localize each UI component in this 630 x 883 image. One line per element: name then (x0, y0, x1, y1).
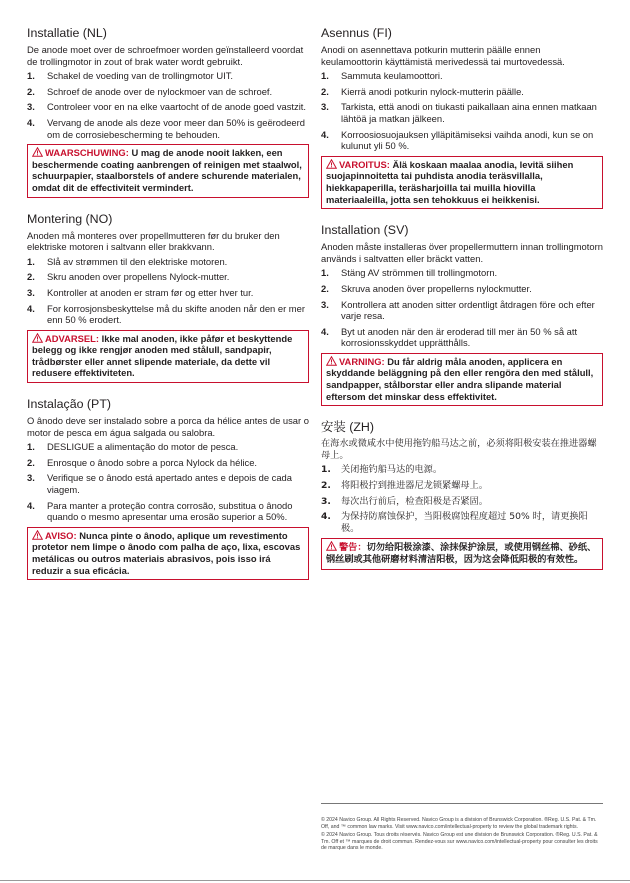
list-item (27, 256, 309, 268)
list-item (321, 129, 603, 152)
step-list (27, 256, 309, 326)
step-text: Byt ut anoden när den är eroderad till mer än 50 % så att korrosionsskyddet upprätthålls. (341, 325, 578, 349)
section-intro: Anoden måste installeras över propellermuttern innan trollingmotorn används i saltvatten eller bräckt vatten. (321, 241, 603, 264)
section-title: Asennus (FI) (321, 26, 392, 40)
list-item (27, 441, 309, 453)
section-title: 安装 (ZH) (321, 420, 374, 435)
warning-text: Nunca pinte o ânodo, aplique um revestimento protetor nem limpe o ânodo com palha de aço, lixa, escovas metálicas ou outros materiais abrasivos, pois isso irá reduzir a sua eficácia. (32, 529, 301, 576)
step-text: 为保持防腐蚀保护，当阳极腐蚀程度超过 50% 时，请更换阳极。 (341, 511, 588, 534)
warning-label: 警告： (339, 542, 367, 554)
step-number: 2. (321, 85, 329, 97)
step-number: 3. (321, 298, 329, 310)
warning-box (321, 538, 603, 569)
step-text: 关闭拖钓船马达的电源。 (341, 464, 443, 476)
step-list (321, 464, 603, 534)
step-text: Slå av strømmen til den elektriske motoren. (47, 255, 228, 267)
step-number: 2. (27, 85, 35, 97)
section-intro: Anoden må monteres over propellmutteren før du bruker den elektriske motoren i saltvann eller brakkvann. (27, 229, 280, 253)
step-number: 4. (27, 302, 35, 314)
step-text: Skruva anoden över propellerns nylockmutter. (341, 282, 532, 294)
step-text: Korroosiosuojauksen ylläpitämiseksi vaihda anodi, kun se on kulunut yli 50 %. (341, 128, 594, 152)
step-text: Para manter a proteção contra corrosão, substitua o ânodo quando o mesmo apresentar uma erosão superior a 50%. (47, 499, 293, 523)
step-text: Vervang de anode als deze voor meer dan 50% is geërodeerd om de corrosiebescherming te behouden. (47, 116, 305, 140)
step-number: 3. (27, 286, 35, 298)
step-text: Tarkista, että anodi on tiukasti paikallaan aina ennen matkaan lähtöä ja matkan jälkeen. (341, 101, 597, 124)
warning-text: Älä koskaan maalaa anodia, levitä siihen suojapinnoitetta tai puhdista anodia teräsvillalla, hiekkapaperilla, teräsharjoilla tai muilla hiovilla materiaaleilla, jotta sen tehokkuus ei heikkenisi. (326, 158, 574, 205)
step-list (321, 70, 603, 152)
step-number: 3. (321, 495, 331, 507)
step-text: Verifique se o ânodo está apertado antes e depois de cada viagem. (47, 472, 292, 496)
warning-triangle-icon (326, 541, 337, 551)
step-number: 1. (27, 441, 35, 453)
step-text: DESLIGUE a alimentação do motor de pesca. (47, 441, 239, 453)
warning-label: WAARSCHUWING: (45, 147, 129, 159)
warning-triangle-icon (326, 356, 337, 366)
warning-box (27, 330, 309, 383)
footer-divider (321, 803, 603, 804)
step-text: Kontrollera att anoden sitter ordentligt åtdragen före och efter varje resa. (341, 298, 595, 322)
step-number: 1. (27, 255, 35, 267)
list-item (321, 326, 603, 349)
section-intro: De anode moet over de schroefmoer worden geïnstalleerd voordat de trollingmotor in zout of brak water wordt gebruikt. (27, 44, 304, 67)
step-number: 1. (321, 267, 329, 279)
section-zh (321, 420, 603, 569)
warning-box (27, 144, 309, 197)
list-item (321, 511, 603, 534)
list-item (27, 303, 309, 326)
step-number: 2. (27, 456, 35, 468)
step-list (27, 70, 309, 140)
step-number: 4. (321, 511, 331, 523)
step-number: 4. (27, 499, 35, 511)
step-text: Stäng AV strömmen till trollingmotorn. (341, 267, 498, 279)
warning-triangle-icon (326, 159, 337, 169)
warning-label: VAROITUS: (339, 158, 390, 170)
list-item (27, 86, 309, 98)
step-text: Kontroller at anoden er stram før og etter hver tur. (47, 286, 254, 298)
list-item (27, 287, 309, 299)
section-pt (27, 397, 309, 580)
step-text: 每次出行前后，检查阳极是否紧固。 (341, 495, 488, 507)
step-text: Schakel de voeding van de trollingmotor UIT. (47, 70, 234, 82)
page-bottom-divider (0, 880, 630, 881)
warning-triangle-icon (32, 333, 43, 343)
step-text: 将阳极拧到推进器尼龙锁紧螺母上。 (341, 480, 488, 492)
legal-text-fr: © 2024 Navico Group. Tous droits réservés. Navico Group est une division de Brunswick Corporation. ®Reg. U.S. Pat. & Tm. Off et ™ marques de droit commun. Rendez-vous sur www.navico.com/intellectual-property pour consulter les droits de marque dans le monde. (321, 832, 598, 852)
list-item (321, 496, 603, 508)
list-item (27, 500, 309, 523)
warning-box (321, 353, 603, 406)
list-item (27, 117, 309, 140)
warning-box (321, 156, 603, 209)
section-intro: Anodi on asennettava potkurin mutterin päälle ennen keulamoottorin käyttämistä merivedessä tai murtovedessä. (321, 44, 565, 67)
section-sv (321, 223, 603, 406)
warning-text: U mag de anode nooit lakken, een beschermende coating aanbrengen of reinigen met staalwol, schuurpapier, staalborstels of andere schurende materialen, omdat dit de effectiviteit vermindert. (32, 147, 302, 193)
warning-triangle-icon (32, 147, 43, 157)
section-intro: O ânodo deve ser instalado sobre a porca da hélice antes de usar o motor de pesca em água salgada ou salobra. (27, 415, 309, 438)
warning-box (27, 527, 309, 580)
warning-text: Du får aldrig måla anoden, applicera en skyddande beläggning på den eller rengöra den med stålull, sandpapper, stålborstar eller andra slipande material eftersom det minskar dess effektivitet. (326, 355, 594, 402)
warning-label: VARNING: (339, 355, 385, 367)
step-text: Sammuta keulamoottori. (341, 70, 443, 82)
section-nl (27, 26, 309, 198)
step-number: 2. (321, 480, 331, 492)
list-item (321, 480, 603, 492)
step-number: 2. (321, 282, 329, 294)
left-column (27, 26, 309, 594)
list-item (321, 101, 603, 124)
list-item (321, 86, 603, 98)
list-item (321, 283, 603, 295)
section-title: Montering (NO) (27, 211, 113, 226)
step-text: Kierrä anodi potkurin nylock-mutterin päälle. (341, 85, 524, 97)
step-number: 4. (321, 128, 329, 140)
section-intro: 在海水或微咸水中使用拖钓船马达之前，必须将阳极安装在推进器螺母上。 (321, 438, 597, 461)
step-number: 3. (321, 101, 329, 113)
step-text: Controleer voor en na elke vaartocht of de anode goed vastzit. (47, 101, 307, 113)
list-item (321, 299, 603, 322)
step-number: 3. (27, 472, 35, 484)
list-item (27, 472, 309, 495)
list-item (27, 457, 309, 469)
step-text: Schroef de anode over de nylockmoer van de schroef. (47, 85, 273, 97)
section-title: Installatie (NL) (27, 26, 107, 40)
step-text: For korrosjonsbeskyttelse må du skifte anoden når den er mer enn 50 % erodert. (47, 302, 305, 326)
list-item (321, 267, 603, 279)
list-item (321, 70, 603, 82)
warning-text: Ikke mal anoden, ikke påfør et beskyttende belegg og ikke rengjør anoden med stålull, sandpapir, trådbørster eller annet slipende materiale, da dette vil redusere effektiviteten. (32, 332, 293, 379)
list-item (27, 101, 309, 113)
right-column (321, 26, 603, 584)
step-number: 1. (321, 70, 329, 82)
step-list (321, 267, 603, 349)
step-number: 1. (321, 464, 331, 476)
step-number: 3. (27, 101, 35, 113)
warning-text: 切勿给阳极涂漆、涂抹保护涂层，或使用钢丝棉、砂纸、钢丝刷或其他研磨材料清洁阳极，因为这会降低阳极的有效性。 (326, 542, 597, 565)
step-text: Skru anoden over propellens Nylock-mutter. (47, 271, 230, 283)
warning-label: ADVARSEL: (45, 332, 99, 344)
step-number: 4. (27, 116, 35, 128)
warning-triangle-icon (32, 530, 43, 540)
legal-footer (321, 817, 603, 854)
section-title: Instalação (PT) (27, 397, 112, 412)
list-item (27, 271, 309, 283)
warning-label: AVISO: (45, 529, 77, 541)
list-item (27, 70, 309, 82)
step-number: 4. (321, 325, 329, 337)
step-number: 2. (27, 271, 35, 283)
list-item (321, 464, 603, 476)
section-title: Installation (SV) (321, 223, 409, 238)
step-number: 1. (27, 70, 35, 82)
section-no (27, 212, 309, 384)
step-list (27, 441, 309, 523)
legal-text-en: © 2024 Navico Group. All Rights Reserved. Navico Group is a division of Brunswick Corporation. ®Reg. U.S. Pat. & Tm. Off, and ™ common law marks. Visit www.navico.com/intellectual-property to review the global trademark rights. (321, 817, 597, 830)
step-text: Enrosque o ânodo sobre a porca Nylock da hélice. (47, 456, 258, 468)
section-fi (321, 26, 603, 209)
